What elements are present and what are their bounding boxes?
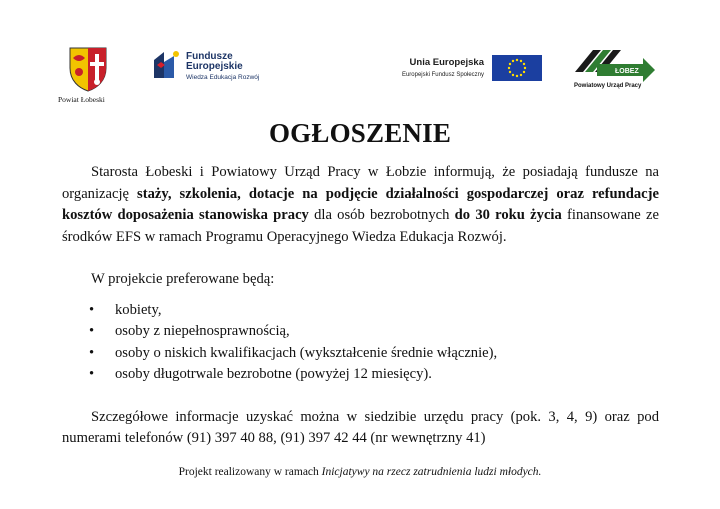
fundusze-europejskie-icon [152, 48, 182, 81]
ue-subtitle: Europejski Fundusz Społeczny [401, 71, 484, 78]
fe-title-line2: Europejskie [186, 61, 243, 72]
fundusze-europejskie-wordmark [186, 52, 259, 82]
footer-italic: Inicjatywy na rzecz zatrudnienia ludzi młodych. [321, 466, 542, 478]
intro-part3: finansowane ze środków EFS w ramach Programu Operacyjnego Wiedza Edukacja Rozwój. [62, 207, 659, 245]
powiat-crest-icon [66, 44, 110, 92]
document-title: OGŁOSZENIE [268, 118, 452, 148]
unia-europejska-wordmark [402, 58, 484, 78]
intro-part1: Starosta Łobeski i Powiatowy Urząd Pracy w Łobzie informują, że posiadają fundusze na organizację [62, 164, 659, 202]
bullet-icon: • [89, 323, 95, 339]
intro-bold1: staży, szkolenia, dotacje na podjęcie działalności gospodarczej oraz refundacje kosztów doposażenia stanowiska pracy [62, 185, 659, 223]
logo-bar [0, 0, 720, 110]
details-paragraph: Szczegółowe informacje uzyskać można w siedzibie urzędu pracy (pok. 3, 4, 9) oraz pod numerami telefonów (91) 397 40 88, (91) 397 42 44 (nr wewnętrzny 41) [62, 408, 659, 446]
footer-prefix: Projekt realizowany w ramach [178, 466, 322, 478]
eu-flag-icon [492, 55, 542, 81]
list-item [62, 343, 659, 365]
intro-bold2: do 30 roku życia [454, 207, 562, 223]
ue-title: Unia Europejska [409, 57, 484, 68]
intro-part2: dla osób bezrobotnych [308, 207, 455, 223]
fe-title-line1: Fundusze [186, 51, 233, 62]
crest-caption: Powiat Łobeski [58, 95, 105, 104]
footer-note [0, 466, 720, 478]
preferred-list [62, 300, 659, 386]
pup-badge-text: ŁOBEZ [615, 68, 639, 75]
list-item-text: kobiety, [115, 301, 162, 318]
list-item [62, 321, 659, 343]
bullet-icon: • [89, 344, 95, 361]
list-item-text: osoby o niskich kwalifikacjach (wykształcenie średnie włącznie), [115, 344, 498, 361]
bullet-icon: • [89, 366, 95, 382]
pup-caption: Powiatowy Urząd Pracy [574, 83, 642, 89]
preferred-heading: W projekcie preferowane będą: [91, 271, 275, 287]
intro-paragraph [62, 162, 659, 248]
list-item [62, 300, 659, 322]
list-item-text: osoby długotrwale bezrobotne (powyżej 12 miesięcy). [115, 366, 432, 382]
bullet-icon: • [89, 301, 95, 318]
fe-subtitle: Wiedza Edukacja Rozwój [186, 74, 260, 81]
list-item [62, 364, 659, 386]
document-body [62, 162, 659, 450]
list-item-text: osoby z niepełnosprawnością, [115, 323, 290, 339]
